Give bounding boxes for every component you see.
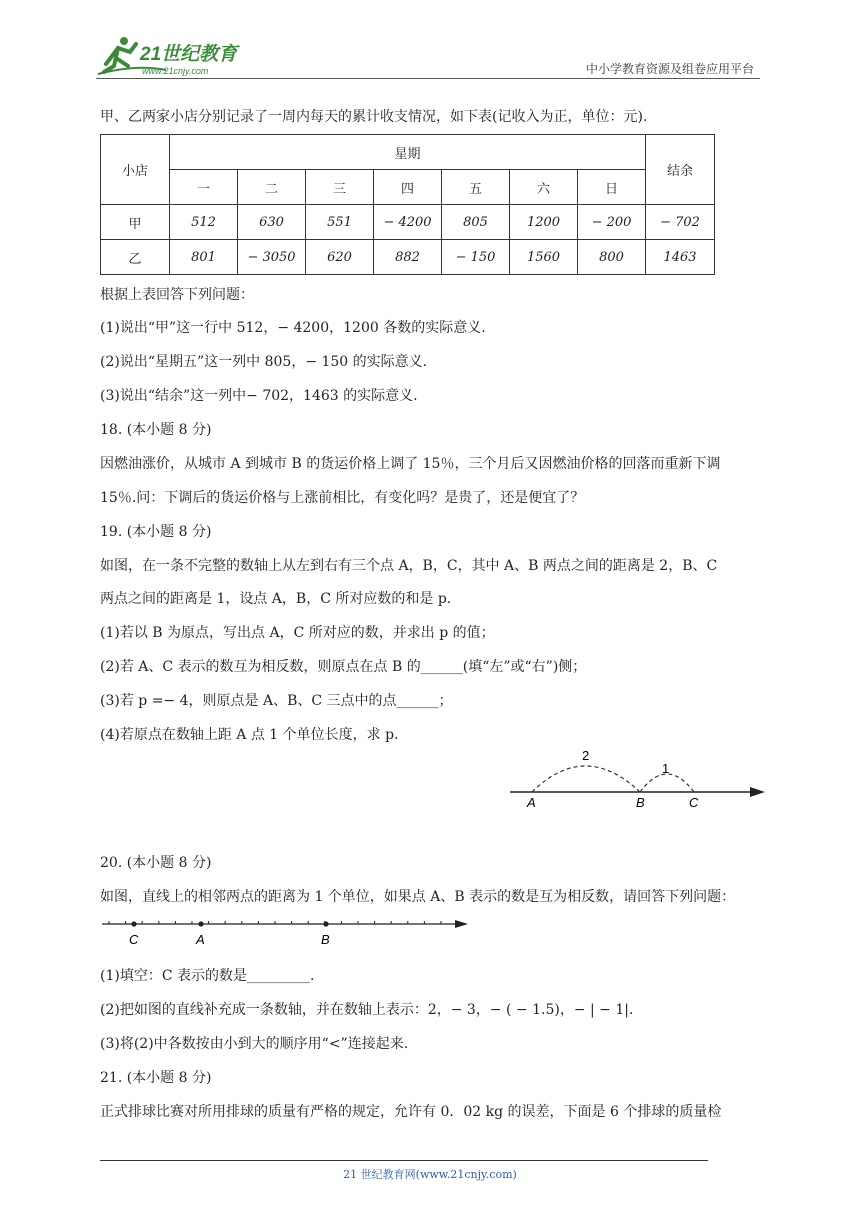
header-balance: 结余 xyxy=(646,135,715,205)
q19-part-3: (3)若 p =− 4，则原点是 A、B、C 三点中的点______； xyxy=(100,693,453,709)
point-a-label: A xyxy=(527,795,536,810)
q18-line-2: 15％.问：下调后的货运价格与上涨前相比，有变化吗？是贵了，还是便宜了？ xyxy=(100,490,585,506)
table-cell: 620 xyxy=(306,240,374,275)
balance-cell: 1463 xyxy=(646,240,715,275)
table-cell: 800 xyxy=(578,240,646,275)
arrow-right-icon xyxy=(455,920,468,928)
day-header: 四 xyxy=(374,170,442,205)
q20-line-1: 如图，直线上的相邻两点的距离为 1 个单位，如果点 A、B 表示的数是互为相反数，请回答下列问题： xyxy=(100,889,736,905)
arc-ab xyxy=(532,766,640,792)
day-header: 五 xyxy=(442,170,510,205)
point-a-label: A xyxy=(196,932,205,947)
table-cell: 805 xyxy=(442,205,510,240)
arrow-right-icon xyxy=(750,787,765,797)
point-b-label: B xyxy=(636,795,645,810)
tick-marks xyxy=(109,921,441,924)
point-c-label: C xyxy=(689,795,699,810)
table-cell: 1560 xyxy=(510,240,578,275)
q17-part-2: (2)说出“星期五”这一列中 805，− 150 的实际意义. xyxy=(100,354,428,370)
point-c-dot xyxy=(131,921,136,926)
logo-text: 21世纪教育 xyxy=(140,44,238,65)
logo xyxy=(96,34,266,78)
table-cell: 512 xyxy=(170,205,238,240)
page-header xyxy=(96,30,760,80)
logo-url: www.21cnjy.com xyxy=(142,66,209,76)
q17-prompt: 根据上表回答下列问题： xyxy=(100,287,254,303)
table-row xyxy=(101,240,715,275)
day-header: 六 xyxy=(510,170,578,205)
table-cell: 551 xyxy=(306,205,374,240)
point-b-dot xyxy=(323,921,328,926)
day-header: 一 xyxy=(170,170,238,205)
q19-part-4: (4)若原点在数轴上距 A 点 1 个单位长度，求 p. xyxy=(100,727,399,743)
header-store: 小店 xyxy=(101,135,170,205)
q19-heading: 19. (本小题 8 分) xyxy=(100,524,212,540)
q19-part-1: (1)若以 B 为原点，写出点 A，C 所对应的数，并求出 p 的值； xyxy=(100,625,495,641)
table-cell: 801 xyxy=(170,240,238,275)
arc-bc xyxy=(640,774,694,792)
table-cell: − 200 xyxy=(578,205,646,240)
distance-ab-label: 2 xyxy=(582,748,590,763)
day-header: 二 xyxy=(238,170,306,205)
footer-divider xyxy=(100,1160,708,1161)
day-header: 三 xyxy=(306,170,374,205)
q20-part-2: (2)把如图的直线补充成一条数轴，并在数轴上表示：2，− 3，− ( − 1.5)，− | − 1|. xyxy=(100,1002,634,1018)
store-name: 乙 xyxy=(101,240,170,275)
footer-link[interactable]: 21 世纪教育网(www.21cnjy.com) xyxy=(343,1168,517,1181)
platform-name: 中小学教育资源及组卷应用平台 xyxy=(585,62,754,76)
q18-line-1: 因燃油涨价，从城市 A 到城市 B 的货运价格上调了 15％，三个月后又因燃油价格的回落而重新下调 xyxy=(100,456,721,472)
q17-part-1: (1)说出“甲”这一行中 512，− 4200，1200 各数的实际意义. xyxy=(100,320,486,336)
balance-cell: − 702 xyxy=(646,205,715,240)
q20-heading: 20. (本小题 8 分) xyxy=(100,855,212,871)
runner-logo-icon xyxy=(96,34,266,78)
q19-line-2: 两点之间的距离是 1，设点 A，B，C 所对应数的和是 p. xyxy=(100,591,452,607)
point-c-label: C xyxy=(129,932,139,947)
number-line-figure-abc xyxy=(510,746,765,810)
income-table xyxy=(100,134,715,275)
store-name: 甲 xyxy=(101,205,170,240)
q20-part-3: (3)将(2)中各数按由小到大的顺序用“<”连接起来. xyxy=(100,1036,409,1052)
day-header: 日 xyxy=(578,170,646,205)
q21-heading: 21. (本小题 8 分) xyxy=(100,1070,212,1086)
q21-line-1: 正式排球比赛对所用排球的质量有严格的规定，允许有 0．02 kg 的误差，下面是 6 个排球的质量检 xyxy=(100,1104,722,1120)
table-cell: − 150 xyxy=(442,240,510,275)
distance-bc-label: 1 xyxy=(662,761,670,776)
table-cell: 1200 xyxy=(510,205,578,240)
point-a-dot xyxy=(198,921,203,926)
table-row xyxy=(101,205,715,240)
q19-line-1: 如图，在一条不完整的数轴上从左到右有三个点 A，B，C，其中 A、B 两点之间的距离是 2，B、C xyxy=(100,558,718,574)
header-divider xyxy=(96,78,760,79)
table-cell: 630 xyxy=(238,205,306,240)
table-cell: − 4200 xyxy=(374,205,442,240)
number-line-figure-cab xyxy=(100,912,470,948)
q17-part-3: (3)说出“结余”这一列中− 702，1463 的实际意义. xyxy=(100,388,418,404)
table-cell: 882 xyxy=(374,240,442,275)
table-cell: − 3050 xyxy=(238,240,306,275)
q20-part-1: (1)填空：C 表示的数是_________. xyxy=(100,968,315,984)
q18-heading: 18. (本小题 8 分) xyxy=(100,422,212,438)
point-b-label: B xyxy=(321,932,330,947)
q19-part-2: (2)若 A、C 表示的数互为相反数，则原点在点 B 的______(填“左”或“右”)侧； xyxy=(100,659,587,675)
header-week: 星期 xyxy=(170,135,646,170)
q17-intro: 甲、乙两家小店分别记录了一周内每天的累计收支情况，如下表(记收入为正，单位：元). xyxy=(100,109,648,125)
